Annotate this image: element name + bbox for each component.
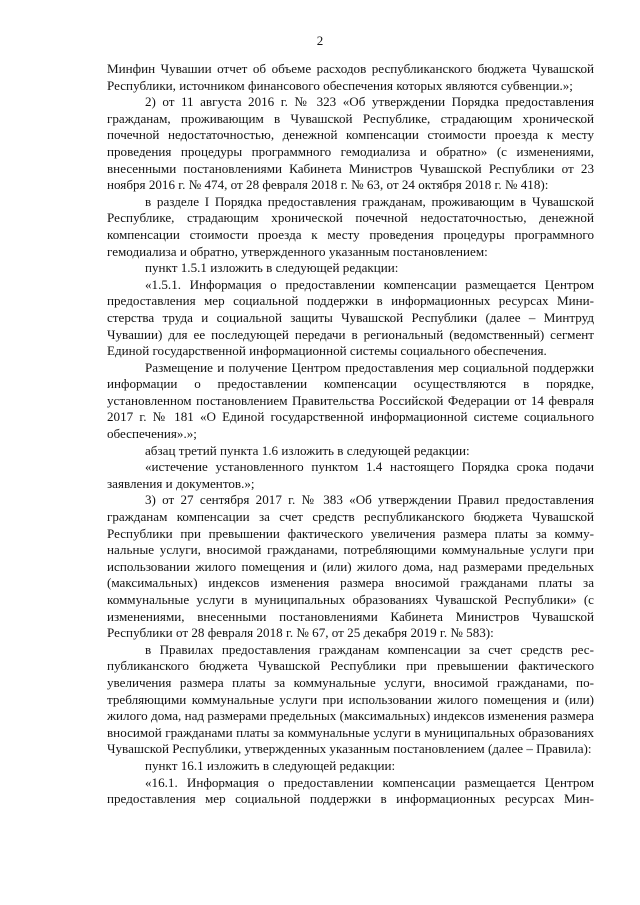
paragraph-12: «16.1. Информация о предоставлении компенсации размещается Центром предоставления мер социальной поддержки в информационных ресурсах Мин- xyxy=(107,774,594,807)
paragraph-4: пункт 1.5.1 изложить в следующей редакции: xyxy=(145,260,399,276)
paragraph-9: 3) от 27 сентября 2017 г. № 383 «Об утверждении Правил предоставления гражданам компенсации за счет средств республиканского бюджета Чувашской Республики при превышении фактического увеличения размера платы за коммунальные услуги, вносимой гражданами, потребляющими коммунальные услуги при использовании жилого помещения и (или) жилого дома, над размерами предельных (максимальных) индексов изменения размера вносимой гражданами платы за коммунальные услуги в муниципальных образованиях Чувашской Республики» (с изменениями, внесенными постановлениями Кабинета Министров Чувашской Республики от 28 февраля 2018 г. № 67, от 25 декабря 2019 г. № 583): xyxy=(107,492,594,641)
paragraph-8: «истечение установленного пунктом 1.4 настоящего Порядка срока подачи заявления и документов.»; xyxy=(107,459,594,491)
page-number: 2 xyxy=(316,33,324,48)
paragraph-10: в Правилах предоставления гражданам компенсации за счет средств республиканского бюджета Чувашской Республики при превышении фактического увеличения размера платы за коммунальные услуги, вносимой гражданами, потребляющими коммунальные услуги при использовании жилого помещения и (или) жилого дома, над размерами предельных (максимальных) индексов изменения размера вносимой гражданами платы за коммунальные услуги в муниципальных образованиях Чувашской Республики, утвержденных указанным постановлением (далее – Правила): xyxy=(107,641,594,757)
paragraph-5: «1.5.1. Информация о предоставлении компенсации размещается Центром предоставления мер социальной поддержки в информационных ресурсах Министерства труда и социальной защиты Чувашской Республики (далее – Минтруд Чувашии) для ее последующей передачи в региональный (ведомственный) сегмент Единой государственной информационной системы социального обеспечения. xyxy=(107,276,594,359)
paragraph-7: абзац третий пункта 1.6 изложить в следующей редакции: xyxy=(145,442,470,458)
document-body xyxy=(107,61,594,808)
paragraph-11: пункт 16.1 изложить в следующей редакции: xyxy=(145,757,396,773)
paragraph-1: Минфин Чувашии отчет об объеме расходов республиканского бюджета Чувашской Республики, источником финансового обеспечения которых являются субвенции.»; xyxy=(107,61,594,93)
paragraph-3: в разделе I Порядка предоставления гражданам, проживающим в Чувашской Республике, страдающим хронической почечной недостаточностью, денежной компенсации стоимости проезда к месту проведения процедуры программного гемодиализа и обратно, утвержденного указанным постановлением: xyxy=(107,193,594,259)
paragraph-6: Размещение и получение Центром предоставления мер социальной поддержки информации о предоставлении компенсации осуществляются в порядке, установленном постановлением Правительства Российской Федерации от 14 февраля 2017 г. № 181 «О Единой государственной информационной системе социального обеспечения».»; xyxy=(107,359,594,442)
paragraph-2: 2) от 11 августа 2016 г. № 323 «Об утверждении Порядка предоставления гражданам, проживающим в Чувашской Республике, страдающим хронической почечной недостаточностью, денежной компенсации стоимости проезда к месту проведения процедуры программного гемодиализа и обратно» (с изменениями, внесенными постановлениями Кабинета Министров Чувашской Республики от 23 ноября 2016 г. № 474, от 28 февраля 2018 г. № 63, от 24 октября 2018 г. № 418): xyxy=(107,94,594,193)
